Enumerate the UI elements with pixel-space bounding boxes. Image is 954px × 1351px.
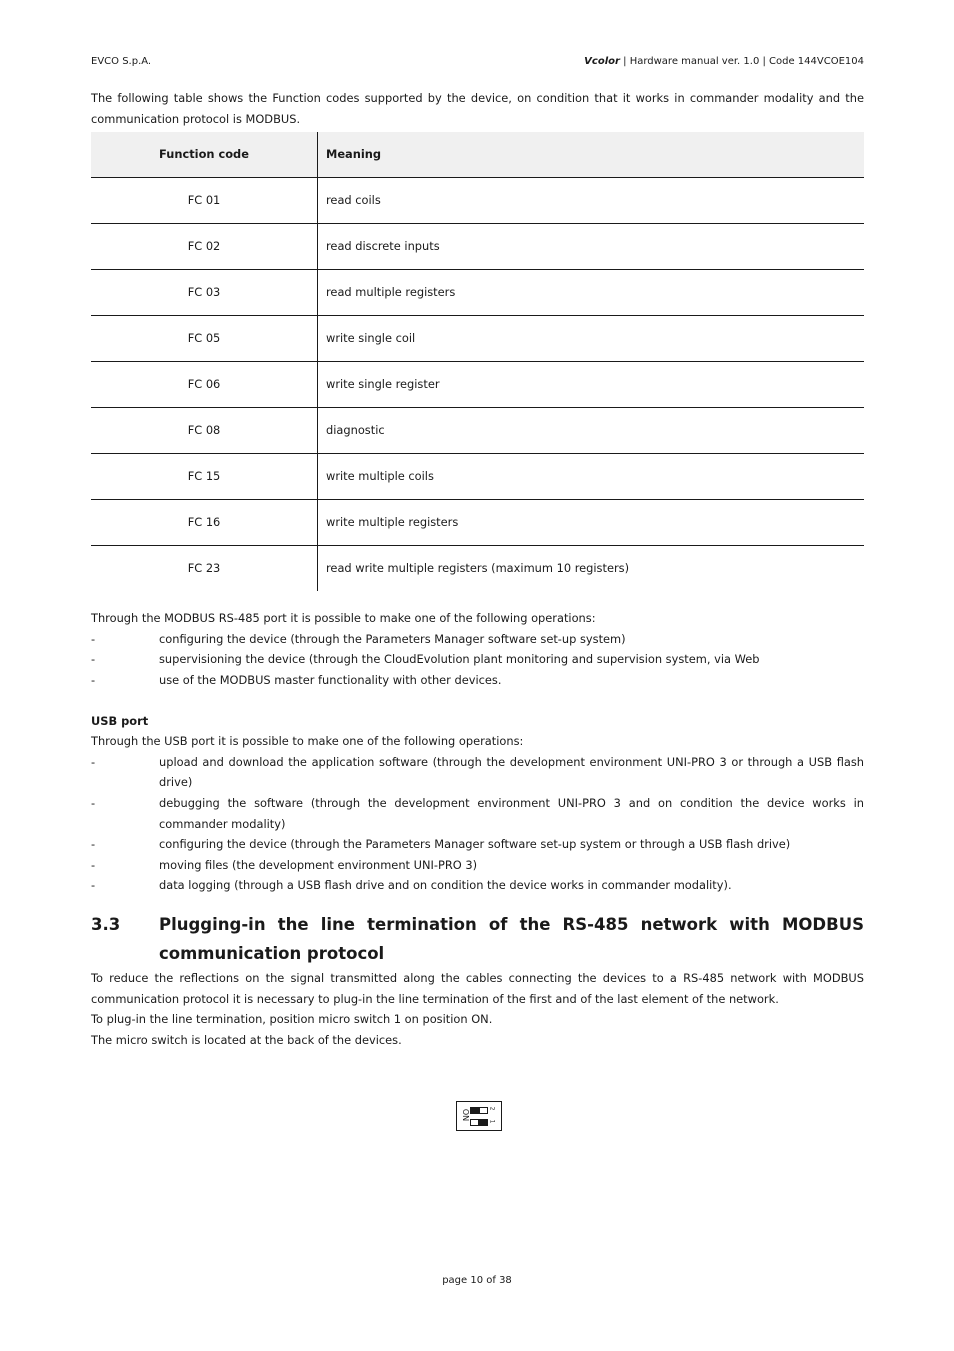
function-code-cell: FC 03 [91, 270, 318, 316]
list-dash: - [91, 652, 96, 667]
section-paragraph: To plug-in the line termination, position micro switch 1 on position ON. [91, 1012, 493, 1027]
usb-intro: Through the USB port it is possible to make one of the following operations: [91, 734, 524, 749]
table-row [91, 178, 864, 224]
table-row [91, 408, 864, 454]
modbus-intro: Through the MODBUS RS-485 port it is possible to make one of the following operations: [91, 611, 596, 626]
list-item-text: data logging (through a USB flash drive and on condition the device works in commander modality). [159, 878, 732, 893]
meaning-cell: write single coil [318, 316, 865, 362]
table-row [91, 316, 864, 362]
list-item [91, 752, 864, 793]
table-row [91, 454, 864, 500]
header-doc-info [584, 56, 864, 67]
micro-switch-1 [470, 1119, 488, 1126]
micro-switch-figure [456, 1101, 502, 1131]
spacer [91, 691, 864, 711]
list-dash: - [91, 878, 96, 893]
list-item-text: debugging the software (through the development environment UNI-PRO 3 and on condition the device works in commander modality) [159, 795, 864, 831]
header-company: EVCO S.p.A. [91, 56, 152, 67]
usb-heading: USB port [91, 713, 149, 728]
col-header-function-code: Function code [91, 132, 318, 178]
list-item-text: use of the MODBUS master functionality with other devices. [159, 672, 502, 687]
list-dash: - [91, 857, 96, 872]
list-item [91, 649, 864, 670]
section-paragraph: The micro switch is located at the back of the devices. [91, 1032, 402, 1047]
table-header-row [91, 132, 864, 178]
modbus-operations-list [91, 629, 864, 691]
page-content [91, 88, 864, 1050]
list-item [91, 629, 864, 650]
table-row [91, 224, 864, 270]
list-item-text: configuring the device (through the Parameters Manager software set-up system) [159, 631, 626, 646]
section-number: 3.3 [91, 914, 121, 934]
list-item-text: moving files (the development environment UNI-PRO 3) [159, 857, 478, 872]
page-number: page 10 of 38 [442, 1275, 512, 1286]
meaning-cell: diagnostic [318, 408, 865, 454]
switch-on-label: ON [461, 1108, 470, 1122]
usb-operations-list [91, 752, 864, 896]
section-heading [91, 910, 864, 968]
list-dash: - [91, 837, 96, 852]
table-intro: The following table shows the Function codes supported by the device, on condition that it works in commander modality and the communication protocol is MODBUS. [91, 91, 864, 126]
function-code-cell: FC 02 [91, 224, 318, 270]
list-item-text: supervisioning the device (through the CloudEvolution plant monitoring and supervision system, via Web [159, 652, 760, 667]
section-title: Plugging-in the line termination of the RS-485 network with MODBUS communication protocol [159, 914, 864, 963]
function-code-cell: FC 15 [91, 454, 318, 500]
list-dash: - [91, 795, 96, 810]
micro-switch-2 [470, 1107, 488, 1114]
switch-knob [471, 1108, 480, 1113]
table-row [91, 362, 864, 408]
header-doc: | Hardware manual ver. 1.0 | Code 144VCOE104 [623, 56, 864, 67]
meaning-cell: write multiple coils [318, 454, 865, 500]
header-brand: Vcolor [584, 56, 620, 67]
meaning-cell: write single register [318, 362, 865, 408]
list-dash: - [91, 754, 96, 769]
table-row [91, 270, 864, 316]
meaning-cell: read multiple registers [318, 270, 865, 316]
list-item [91, 875, 864, 896]
function-code-cell: FC 05 [91, 316, 318, 362]
meaning-cell: read coils [318, 178, 865, 224]
function-code-cell: FC 01 [91, 178, 318, 224]
col-header-meaning: Meaning [318, 132, 865, 178]
function-code-cell: FC 06 [91, 362, 318, 408]
list-item-text: upload and download the application software (through the development environment UNI-PRO 3 or through a USB flash drive) [159, 754, 864, 790]
switch-number-1: 1 [488, 1119, 496, 1124]
list-item-text: configuring the device (through the Parameters Manager software set-up system or through a USB flash drive) [159, 837, 791, 852]
switch-knob [478, 1120, 487, 1125]
list-item [91, 855, 864, 876]
switch-number-2: 2 [488, 1106, 496, 1111]
function-code-cell: FC 23 [91, 546, 318, 592]
list-item [91, 834, 864, 855]
meaning-cell: read write multiple registers (maximum 10 registers) [326, 561, 630, 576]
list-item [91, 670, 864, 691]
table-row [91, 546, 864, 592]
function-code-table [91, 132, 864, 591]
meaning-cell: write multiple registers [318, 500, 865, 546]
section-paragraph: To reduce the reflections on the signal transmitted along the cables connecting the devices to a RS-485 network with MODBUS communication protocol it is necessary to plug-in the line termination of the first and of the last element of the network. [91, 970, 864, 1006]
list-dash: - [91, 672, 96, 687]
list-item [91, 793, 864, 834]
list-dash: - [91, 631, 96, 646]
function-code-cell: FC 16 [91, 500, 318, 546]
table-row [91, 500, 864, 546]
meaning-cell: read discrete inputs [318, 224, 865, 270]
function-code-cell: FC 08 [91, 408, 318, 454]
